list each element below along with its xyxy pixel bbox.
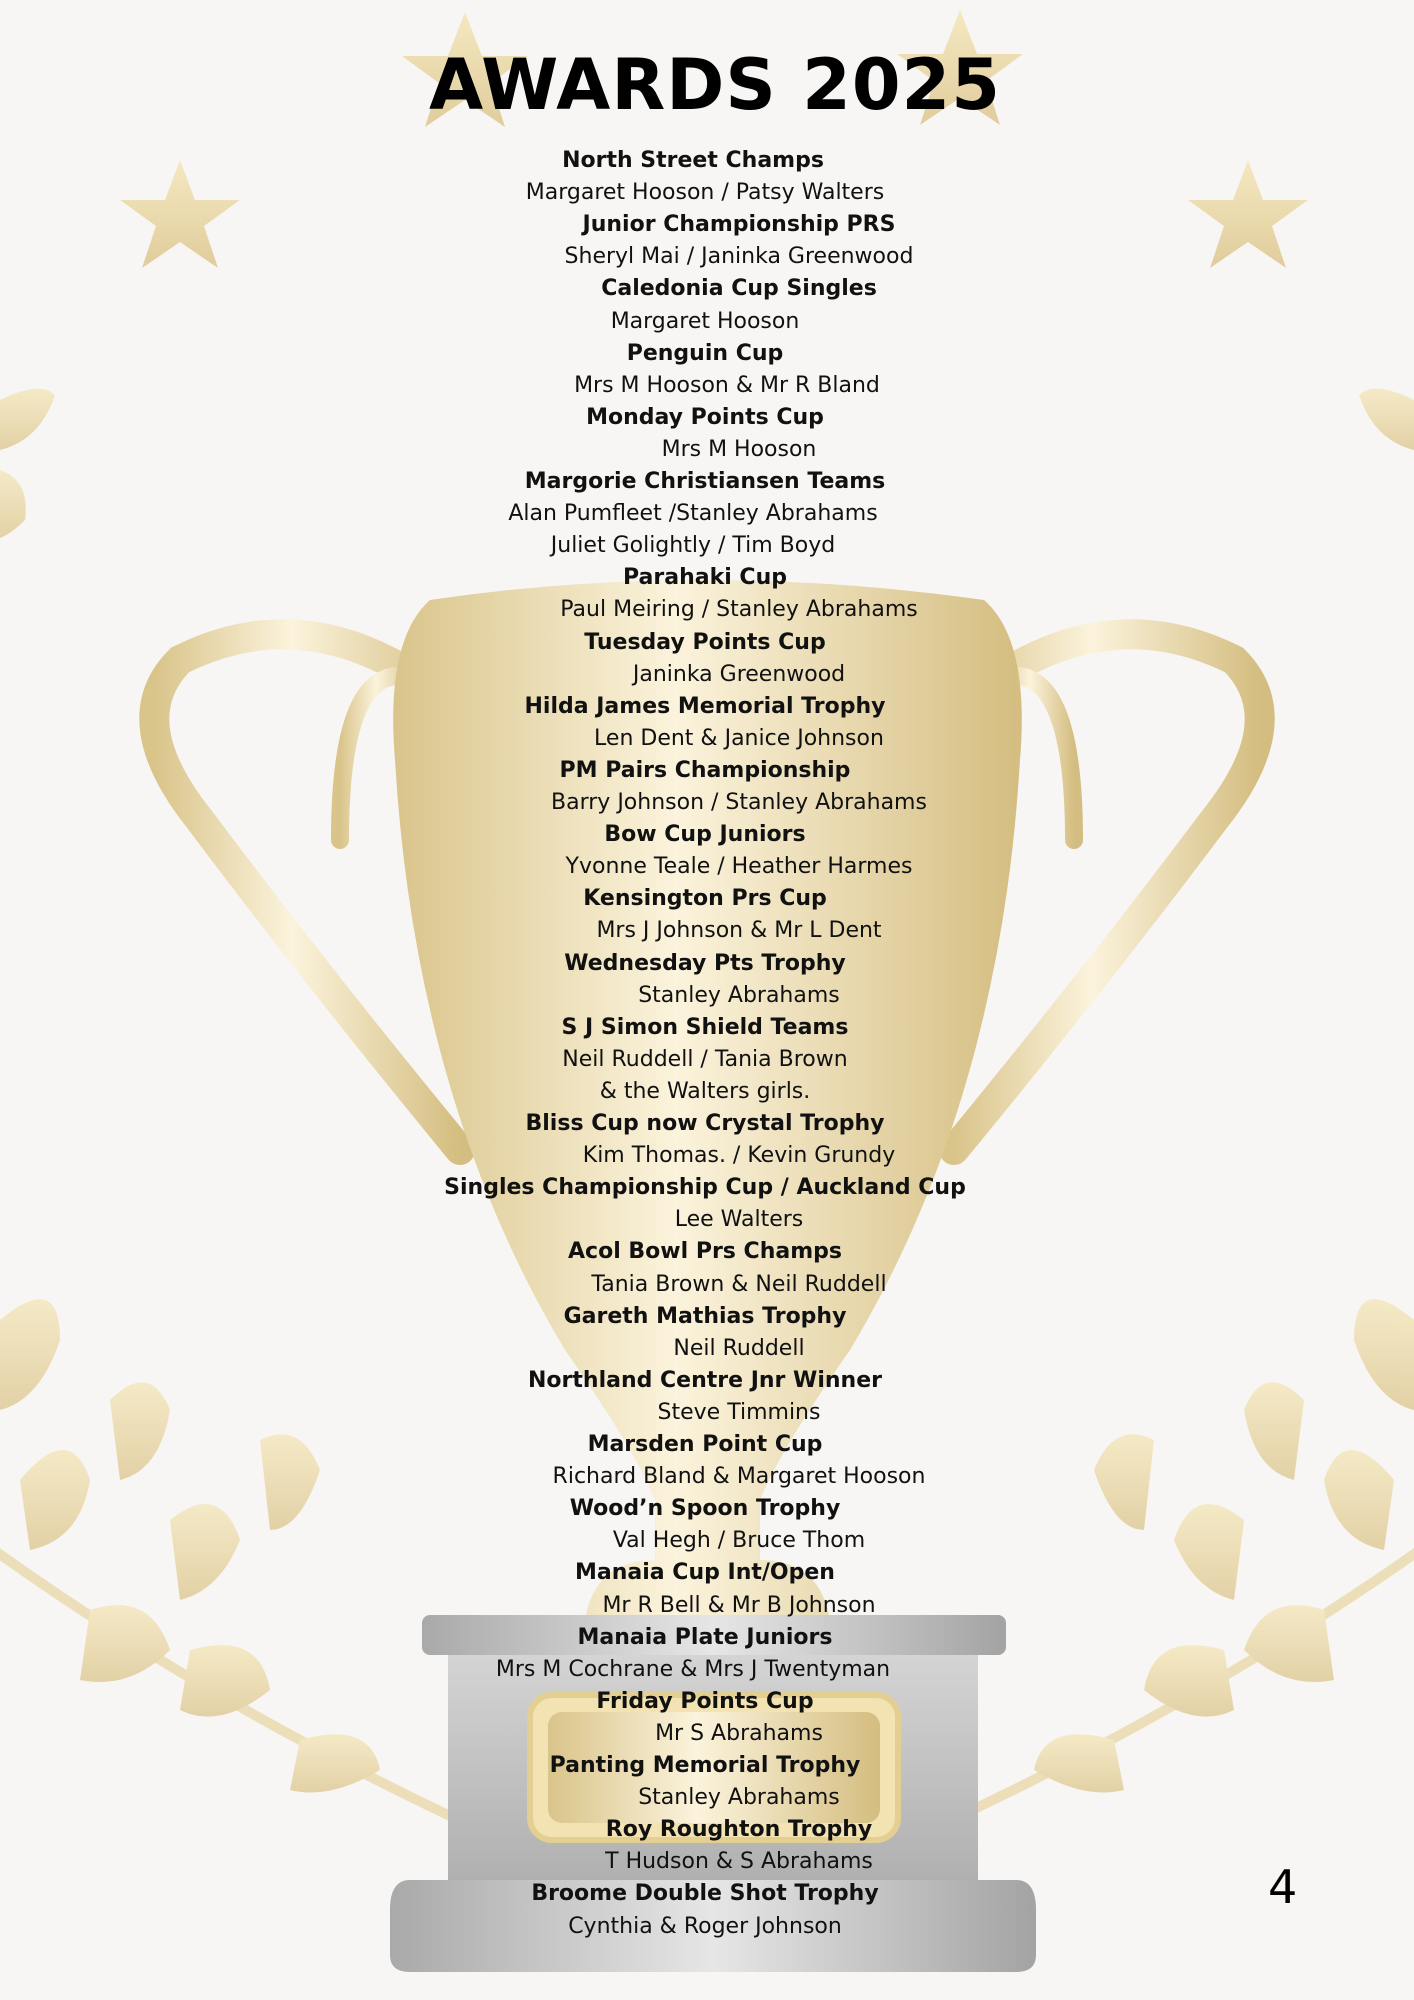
award-name: Roy Roughton Trophy	[605, 1817, 873, 1843]
award-name: Northland Centre Jnr Winner	[528, 1367, 882, 1393]
award-winner: Val Hegh / Bruce Thom	[612, 1528, 866, 1554]
award-winner: Mr R Bell & Mr B Johnson	[602, 1592, 876, 1618]
award-winner: Neil Ruddell / Tania Brown	[562, 1046, 848, 1072]
award-name: PM Pairs Championship	[559, 757, 851, 783]
award-winner: Len Dent & Janice Johnson	[594, 725, 884, 751]
award-name: Friday Points Cup	[596, 1688, 814, 1714]
award-name: S J Simon Shield Teams	[561, 1014, 849, 1040]
award-winner: Margaret Hooson / Patsy Walters	[525, 180, 885, 206]
award-winner: Lee Walters	[674, 1207, 804, 1233]
award-winner: Mrs M Hooson	[661, 436, 817, 462]
award-winner: Steve Timmins	[657, 1399, 821, 1425]
award-name: Manaia Cup Int/Open	[575, 1560, 835, 1586]
award-winner: Janinka Greenwood	[632, 661, 846, 687]
award-name: Marsden Point Cup	[587, 1432, 823, 1457]
award-winner: Sheryl Mai / Janinka Greenwood	[564, 244, 914, 270]
award-name: Manaia Plate Juniors	[577, 1624, 833, 1650]
award-name: Wednesday Pts Trophy	[564, 950, 846, 976]
award-name: Penguin Cup	[626, 340, 784, 366]
award-name: Parahaki Cup	[623, 565, 787, 591]
award-name: Tuesday Points Cup	[584, 629, 826, 655]
award-name: Bliss Cup now Crystal Trophy	[525, 1111, 885, 1136]
award-winner: Barry Johnson / Stanley Abrahams	[551, 790, 927, 815]
award-name: Hilda James Memorial Trophy	[524, 693, 886, 719]
award-winner: & the Walters girls.	[599, 1078, 811, 1104]
award-name: Gareth Mathias Trophy	[563, 1303, 847, 1329]
award-winner: Margaret Hooson	[610, 308, 800, 334]
award-winner: Mrs M Hooson & Mr R Bland	[574, 372, 880, 398]
award-winner: Paul Meiring / Stanley Abrahams	[560, 597, 918, 623]
award-winner: Cynthia & Roger Johnson	[568, 1913, 842, 1939]
award-winner: Juliet Golightly / Tim Boyd	[550, 533, 836, 559]
award-winner: Yvonne Teale / Heather Harmes	[565, 854, 913, 880]
award-winner: Alan Pumfleet /Stanley Abrahams	[508, 501, 878, 527]
page-title: AWARDS 2025	[429, 44, 1001, 126]
award-winner: T Hudson & S Abrahams	[605, 1849, 873, 1875]
award-name: Panting Memorial Trophy	[549, 1753, 861, 1778]
award-winner: Stanley Abrahams	[638, 1785, 840, 1811]
award-name: Singles Championship Cup / Auckland Cup	[444, 1175, 966, 1201]
award-name: Broome Double Shot Trophy	[531, 1881, 879, 1907]
award-name: Bow Cup Juniors	[604, 822, 806, 848]
page-number: 4	[1268, 1860, 1298, 1914]
award-name: Acol Bowl Prs Champs	[568, 1239, 842, 1265]
award-winner: Kim Thomas. / Kevin Grundy	[582, 1143, 896, 1169]
award-name: North Street Champs	[562, 148, 824, 173]
award-winner: Richard Bland & Margaret Hooson	[552, 1464, 926, 1490]
award-winner: Stanley Abrahams	[638, 982, 840, 1008]
award-name: Monday Points Cup	[586, 404, 824, 430]
award-name: Kensington Prs Cup	[583, 886, 827, 912]
award-name: Wood’n Spoon Trophy	[569, 1496, 841, 1522]
award-name: Junior Championship PRS	[582, 212, 896, 238]
award-winner: Mr S Abrahams	[655, 1720, 823, 1746]
award-winner: Mrs J Johnson & Mr L Dent	[596, 918, 882, 944]
award-winner: Tania Brown & Neil Ruddell	[591, 1271, 887, 1297]
award-winner: Neil Ruddell	[673, 1335, 805, 1361]
award-name: Caledonia Cup Singles	[601, 276, 877, 302]
award-name: Margorie Christiansen Teams	[524, 469, 886, 494]
award-winner: Mrs M Cochrane & Mrs J Twentyman	[495, 1656, 891, 1682]
